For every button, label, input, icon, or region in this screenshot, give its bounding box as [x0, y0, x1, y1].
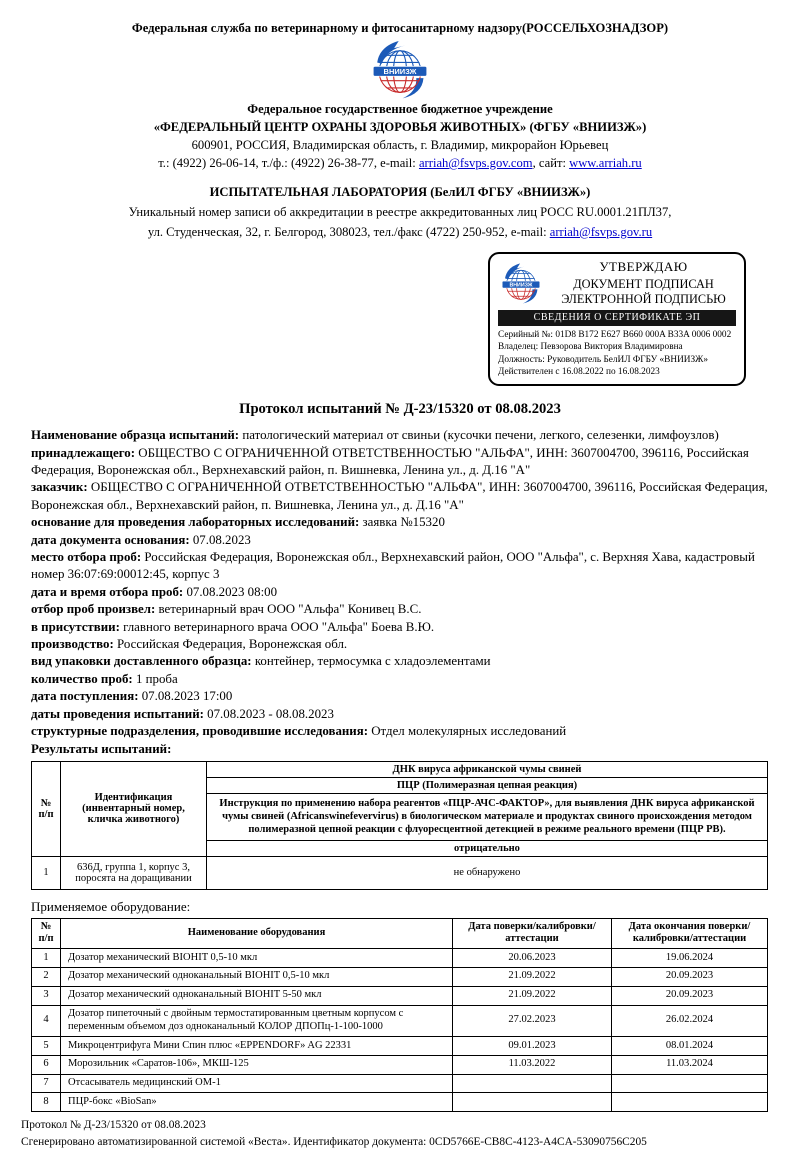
- agency-line: Федеральная служба по ветеринарному и фитосанитарному надзору(РОССЕЛЬХОЗНАДЗОР): [131, 21, 669, 35]
- contacts-prefix: т.: (4922) 26-06-14, т./ф.: (4922) 26-38-77, e-mail:: [158, 156, 419, 170]
- cell-date: 21.09.2022: [453, 986, 612, 1005]
- field-label: даты проведения испытаний:: [31, 706, 204, 721]
- lab-accreditation: Уникальный номер записи об аккредитации в реестре аккредитованных лиц РОСС RU.0001.21ПЛ37,: [128, 205, 672, 219]
- table-row: [32, 1055, 768, 1074]
- cell-name: Микроцентрифуга Мини Спин плюс «EPPENDORF» AG 22331: [61, 1037, 453, 1056]
- results-method: ПЦР (Полимеразная цепная реакция): [207, 777, 768, 793]
- table-row: [32, 1005, 768, 1037]
- stamp-approve-label: УТВЕРЖДАЮ: [599, 259, 688, 274]
- results-test-name: ДНК вируса африканской чумы свиней: [207, 761, 768, 777]
- table-row: [32, 949, 768, 968]
- results-table: [31, 761, 768, 890]
- protocol-fields: [31, 427, 769, 758]
- field-label: заказчик:: [31, 480, 88, 495]
- cell-no: 4: [32, 1005, 61, 1037]
- results-method-instruction: Инструкция по применению набора реагентов «ПЦР-АЧС-ФАКТОР», для выявления ДНК вируса африканской чумы свиней (Africanswinefevervirus) в биологическом материале и продуктах свиного происхождения методом полимеразной цепной реакции с флуоресцентной детекцией в режиме реального времени (ПЦР РВ).: [207, 793, 768, 840]
- cell-date: 11.03.2022: [453, 1055, 612, 1074]
- equipment-col-date-end: Дата окончания поверки/калибровки/аттестации: [612, 918, 768, 949]
- field-label: основание для проведения лабораторных исследований:: [31, 515, 360, 530]
- field-label: производство:: [31, 637, 114, 652]
- cell-date-end: [612, 1093, 768, 1112]
- field-value: 07.08.2023 17:00: [138, 689, 233, 704]
- results-row-value: не обнаружено: [207, 856, 768, 889]
- logo-text: ВНИИЗЖ: [383, 66, 417, 76]
- cell-name: Дозатор механический BIOHIT 0,5-10 мкл: [61, 949, 453, 968]
- field-receipt-date: [31, 688, 769, 705]
- table-row: [32, 967, 768, 986]
- equipment-col-date: Дата поверки/калибровки/аттестации: [453, 918, 612, 949]
- field-value: 07.08.2023 - 08.08.2023: [203, 706, 334, 721]
- cell-date-end: 20.09.2023: [612, 986, 768, 1005]
- cell-no: 6: [32, 1055, 61, 1074]
- institution-name: «ФЕДЕРАЛЬНЫЙ ЦЕНТР ОХРАНЫ ЗДОРОВЬЯ ЖИВОТНЫХ» (ФГБУ «ВНИИЗЖ»): [153, 120, 647, 134]
- field-results-heading: [31, 741, 769, 758]
- equipment-header-row: [32, 918, 768, 949]
- cell-no: 1: [32, 949, 61, 968]
- field-label: структурные подразделения, проводившие исследования:: [31, 724, 369, 739]
- institution-contacts: [0, 156, 800, 171]
- results-norm-value: отрицательно: [207, 840, 768, 856]
- cell-date-end: [612, 1074, 768, 1093]
- results-header-row: [32, 761, 768, 777]
- cell-name: Отсасыватель медицинский ОМ-1: [61, 1074, 453, 1093]
- cell-date: 09.01.2023: [453, 1037, 612, 1056]
- cell-no: 5: [32, 1037, 61, 1056]
- document-footer: [21, 1117, 800, 1151]
- document-header: [0, 0, 800, 240]
- lab-address-prefix: ул. Студенческая, 32, г. Белгород, 308023, тел./факс (4722) 250-952, e-mail:: [147, 225, 550, 239]
- cell-date: 27.02.2023: [453, 1005, 612, 1037]
- stamp-logo-text: ВНИИЗЖ: [509, 281, 533, 288]
- certificate-validity: Действителен с 16.08.2022 по 16.08.2023: [498, 366, 660, 377]
- results-col-no: № п/п: [32, 761, 61, 856]
- certificate-info-bar: СВЕДЕНИЯ О СЕРТИФИКАТЕ ЭП: [498, 310, 736, 326]
- institution-address: 600901, РОССИЯ, Владимирская область, г. Владимир, микрорайон Юрьевец: [191, 138, 609, 152]
- equipment-table: [31, 918, 768, 1113]
- field-value: контейнер, термосумка с хладоэлементами: [251, 654, 491, 669]
- cell-date-end: 20.09.2023: [612, 967, 768, 986]
- lab-block: [0, 185, 800, 240]
- equipment-col-name: Наименование оборудования: [61, 918, 453, 949]
- stamp-signed-line1: ДОКУМЕНТ ПОДПИСАН: [573, 277, 714, 291]
- table-row: [32, 1037, 768, 1056]
- field-label: в присутствии:: [31, 619, 120, 634]
- email-link-main[interactable]: arriah@fsvps.gov.com: [418, 156, 533, 170]
- stamp-signed-line2: ЭЛЕКТРОННОЙ ПОДПИСЬЮ: [561, 291, 726, 306]
- footer-protocol-number: Протокол № Д-23/15320 от 08.08.2023: [21, 1119, 206, 1132]
- table-row: [32, 986, 768, 1005]
- cell-name: ПЦР-бокс «BioSan»: [61, 1093, 453, 1112]
- stamp-vniizh-logo-icon: [498, 262, 544, 304]
- field-packaging: [31, 653, 769, 670]
- cell-name: Морозильник «Саратов-106», МКШ-125: [61, 1055, 453, 1074]
- field-value: 07.08.2023 08:00: [183, 584, 278, 599]
- field-value: 07.08.2023: [189, 532, 251, 547]
- lab-name: ИСПЫТАТЕЛЬНАЯ ЛАБОРАТОРИЯ (БелИЛ ФГБУ «ВНИИЗЖ»): [209, 185, 591, 199]
- cell-date: [453, 1093, 612, 1112]
- cell-date-end: 08.01.2024: [612, 1037, 768, 1056]
- field-label: отбор проб произвел:: [31, 602, 156, 617]
- table-row: [32, 1074, 768, 1093]
- certificate-serial: Серийный №: 01D8 B172 E627 B660 000A B33A 0006 0002: [498, 330, 732, 340]
- email-link-lab[interactable]: arriah@fsvps.gov.ru: [549, 225, 653, 239]
- field-value: патологический материал от свиньи (кусочки печени, легкого, селезенки, лимфоузлов): [239, 428, 719, 443]
- field-value: Российская Федерация, Воронежская обл.: [113, 637, 348, 652]
- results-col-id: Идентификация (инвентарный номер, кличка животного): [61, 761, 207, 856]
- certificate-owner: Владелец: Певзорова Виктория Владимировна: [498, 342, 683, 353]
- lab-address: [0, 225, 800, 240]
- field-value: главного ветеринарного врача ООО "Альфа" Боева В.Ю.: [119, 619, 435, 634]
- field-label: принадлежащего:: [31, 445, 136, 460]
- field-sampling-datetime: [31, 584, 769, 601]
- field-owner: [31, 445, 769, 480]
- cell-name: Дозатор механический одноканальный BIOHIT 5-50 мкл: [61, 986, 453, 1005]
- field-label: Результаты испытаний:: [31, 741, 172, 756]
- institution-type: Федеральное государственное бюджетное учреждение: [247, 102, 553, 116]
- cell-date-end: 19.06.2024: [612, 949, 768, 968]
- field-value: 1 проба: [132, 671, 178, 686]
- field-production: [31, 636, 769, 653]
- field-value: Отдел молекулярных исследований: [368, 724, 567, 739]
- results-row-no: 1: [32, 856, 61, 889]
- digital-signature-stamp: [488, 252, 746, 386]
- field-value: заявка №15320: [359, 515, 445, 530]
- field-value: ветеринарный врач ООО "Альфа" Конивец В.С.: [155, 602, 422, 617]
- cell-date: 20.06.2023: [453, 949, 612, 968]
- cell-name: Дозатор пипеточный с двойным термостатированным цветным корпусом с переменным объемом доз одноканальный КОЛОР ДПОПц-1-100-1000: [61, 1005, 453, 1037]
- cell-date-end: 11.03.2024: [612, 1055, 768, 1074]
- field-basis-date: [31, 532, 769, 549]
- field-value: Российская Федерация, Воронежская обл., Верхнехавский район, ООО "Альфа", с. Верхняя Хава, кадастровый номер 36:07:69:00012:45, корпус 3: [31, 550, 755, 582]
- field-test-dates: [31, 706, 769, 723]
- cell-no: 2: [32, 967, 61, 986]
- field-label: Наименование образца испытаний:: [31, 428, 240, 443]
- vniizh-logo-icon: [353, 39, 447, 99]
- footer-generated-by: Сгенерировано автоматизированной системой «Веста». Идентификатор документа: 0CD5766E-CB8C-4123-A4CA-53090756C205: [21, 1136, 647, 1149]
- field-label: дата поступления:: [31, 689, 139, 704]
- field-sample-name: [31, 427, 769, 444]
- field-sample-count: [31, 671, 769, 688]
- site-separator: , сайт:: [532, 156, 570, 170]
- site-link[interactable]: www.arriah.ru: [569, 156, 642, 170]
- cell-no: 3: [32, 986, 61, 1005]
- cell-no: 8: [32, 1093, 61, 1112]
- field-label: место отбора проб:: [31, 550, 142, 565]
- protocol-title: Протокол испытаний № Д-23/15320 от 08.08.2023: [239, 401, 561, 418]
- certificate-position: Должность: Руководитель БелИЛ ФГБУ «ВНИИЗЖ»: [498, 354, 709, 365]
- field-sampling-place: [31, 549, 769, 584]
- field-basis: [31, 514, 769, 531]
- field-value: ОБЩЕСТВО С ОГРАНИЧЕННОЙ ОТВЕТСТВЕННОСТЬЮ "АЛЬФА", ИНН: 3607004700, 396116, Российская Федерация, Воронежская обл., Верхнехавский район, п. Вишневка, Ленина ул., д. Д.16 "А": [31, 480, 768, 512]
- cell-no: 7: [32, 1074, 61, 1093]
- equipment-col-no: № п/п: [32, 918, 61, 949]
- results-data-row: [32, 856, 768, 889]
- field-witness: [31, 619, 769, 636]
- field-label: дата и время отбора проб:: [31, 584, 184, 599]
- field-value: ОБЩЕСТВО С ОГРАНИЧЕННОЙ ОТВЕТСТВЕННОСТЬЮ "АЛЬФА", ИНН: 3607004700, 396116, Российская Федерация, Воронежская обл., Верхнехавский район, п. Вишневка, Ленина ул., д. Д.16 "А": [31, 445, 749, 477]
- cell-date: 21.09.2022: [453, 967, 612, 986]
- field-customer: [31, 479, 769, 514]
- table-row: [32, 1093, 768, 1112]
- field-label: дата документа основания:: [31, 532, 190, 547]
- cell-name: Дозатор механический одноканальный BIOHIT 0,5-10 мкл: [61, 967, 453, 986]
- field-label: количество проб:: [31, 671, 133, 686]
- cell-date-end: 26.02.2024: [612, 1005, 768, 1037]
- field-sampled-by: [31, 601, 769, 618]
- results-row-id: 636Д, группа 1, корпус 3, поросята на доращивании: [61, 856, 207, 889]
- field-departments: [31, 723, 769, 740]
- equipment-heading: Применяемое оборудование:: [31, 898, 191, 914]
- field-label: вид упаковки доставленного образца:: [31, 654, 252, 669]
- cell-date: [453, 1074, 612, 1093]
